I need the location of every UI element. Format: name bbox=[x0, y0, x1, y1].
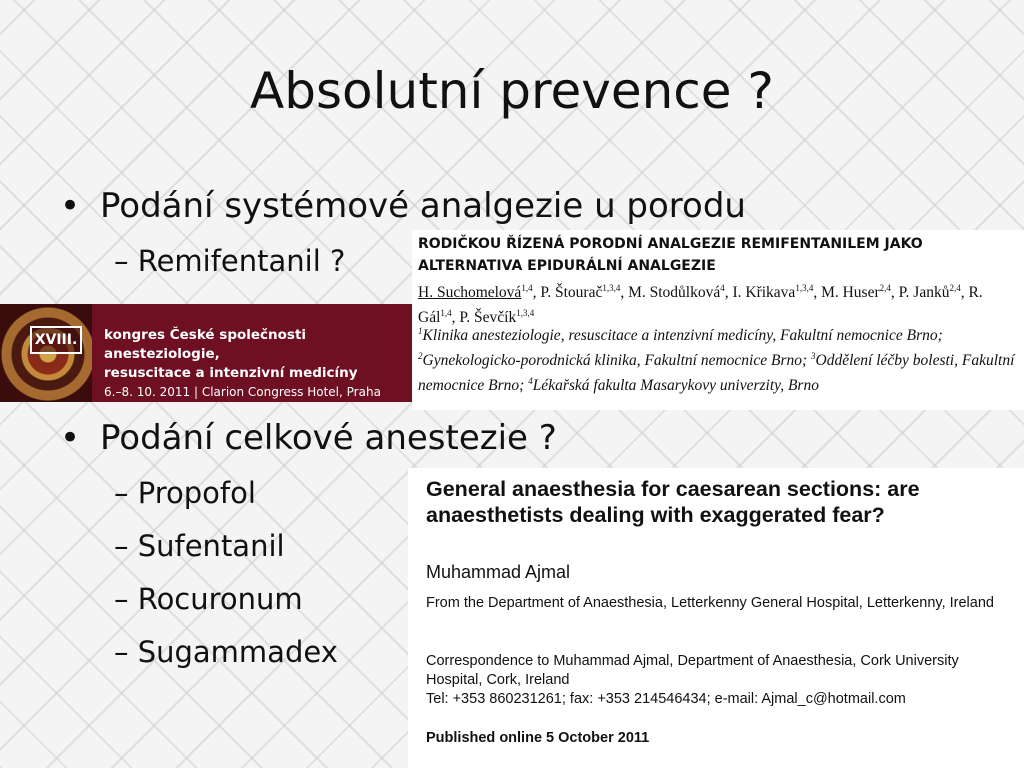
author-name: , P. Štourač bbox=[532, 284, 603, 302]
banner-line-2: resuscitace a intenzivní medicíny bbox=[104, 365, 358, 381]
sub-bullet-remifentanil: – Remifentanil ? bbox=[114, 244, 346, 278]
affiliation-number: 4 bbox=[528, 376, 533, 387]
bullet-dot: • bbox=[60, 186, 81, 226]
author-name: , M. Stodůlková bbox=[620, 284, 721, 302]
article1-affiliations bbox=[418, 321, 1023, 396]
article2-department: From the Department of Anaesthesia, Letterkenny General Hospital, Letterkenny, Ireland bbox=[426, 595, 994, 611]
affiliation-number: 2 bbox=[418, 351, 423, 362]
affiliation-number: 3 bbox=[811, 351, 816, 362]
congress-banner-text bbox=[104, 326, 412, 402]
article2-correspondence-block bbox=[426, 652, 1018, 709]
sub-bullet-sufentanil: – Sufentanil bbox=[114, 529, 285, 563]
banner-line-1: kongres České společnosti anesteziologie, bbox=[104, 327, 307, 362]
author-affiliation: 1,3,4 bbox=[795, 283, 814, 293]
affiliation-text: Lékařská fakulta Masarykovy univerzity, Brno bbox=[532, 377, 819, 395]
author-affiliation: 1,3,4 bbox=[602, 283, 621, 293]
affiliation-text: Gynekologicko-porodnická klinika, Fakultní nemocnice Brno; bbox=[422, 352, 812, 370]
article-clipping-caesarean bbox=[408, 468, 1024, 768]
author-name: , R. Gál bbox=[418, 284, 983, 327]
author-affiliation: 1,3,4 bbox=[516, 308, 535, 319]
sub-bullet-rocuronum: – Rocuronum bbox=[114, 582, 303, 616]
author-affiliation: 2,4 bbox=[879, 283, 891, 293]
author-name: , M. Huser bbox=[813, 284, 880, 302]
article1-title bbox=[418, 233, 923, 277]
author-name: H. Suchomelová bbox=[418, 284, 522, 302]
slide-title: Absolutní prevence ? bbox=[250, 62, 774, 120]
author-affiliation: 4 bbox=[720, 283, 725, 293]
article2-author: Muhammad Ajmal bbox=[426, 562, 571, 582]
article2-published: Published online 5 October 2011 bbox=[426, 730, 650, 746]
author-name: , I. Křikava bbox=[724, 284, 796, 302]
congress-number-badge: XVIII. bbox=[30, 326, 82, 354]
bullet-general-anesthesia bbox=[60, 418, 557, 458]
article2-correspondence: Correspondence to Muhammad Ajmal, Department of Anaesthesia, Cork University Hospital, Cork, Ireland bbox=[426, 653, 959, 688]
article-clipping-remifentanil bbox=[412, 230, 1024, 410]
article2-title: General anaesthesia for caesarean sections: are anaesthetists dealing with exaggerated fear? bbox=[426, 477, 920, 527]
author-affiliation: 2,4 bbox=[949, 283, 961, 293]
author-name: , P. Ševčík bbox=[451, 309, 517, 327]
bullet-systemic-analgesia bbox=[60, 186, 746, 226]
affiliation-text: Oddělení léčby bolesti, Fakultní nemocnice Brno; bbox=[418, 352, 1015, 395]
article2-contact: Tel: +353 860231261; fax: +353 214546434; e-mail: Ajmal_c@hotmail.com bbox=[426, 691, 906, 707]
congress-banner bbox=[0, 304, 412, 402]
affiliation-number: 1 bbox=[418, 326, 423, 336]
article1-title-line-2: ALTERNATIVA EPIDURÁLNÍ ANALGEZIE bbox=[418, 258, 716, 274]
bullet-text: Podání systémové analgezie u porodu bbox=[100, 186, 746, 226]
article1-title-line-1: RODIČKOU ŘÍZENÁ PORODNÍ ANALGEZIE REMIFENTANILEM JAKO bbox=[418, 236, 923, 252]
bullet-dot: • bbox=[60, 418, 81, 458]
banner-line-3: 6.–8. 10. 2011 | Clarion Congress Hotel, Praha bbox=[104, 385, 381, 399]
sub-bullet-sugammadex: – Sugammadex bbox=[114, 635, 338, 669]
author-name: , P. Janků bbox=[890, 284, 950, 302]
bullet-text: Podání celkové anestezie ? bbox=[100, 418, 557, 458]
author-affiliation: 1,4 bbox=[440, 308, 452, 319]
sub-bullet-propofol: – Propofol bbox=[114, 476, 256, 510]
affiliation-text: Klinika anesteziologie, resuscitace a intenzivní medicíny, Fakultní nemocnice Brno; bbox=[422, 327, 943, 345]
author-affiliation: 1,4 bbox=[521, 283, 533, 293]
